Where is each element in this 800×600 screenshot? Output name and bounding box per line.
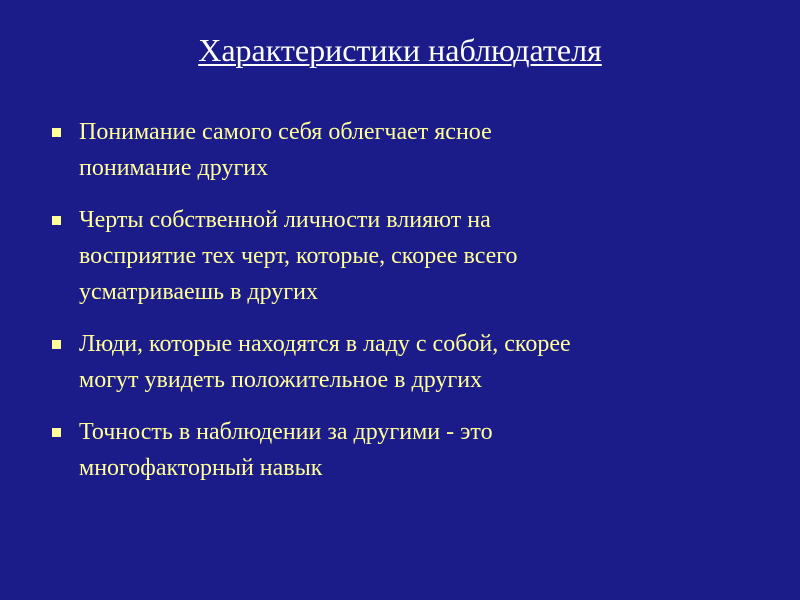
bullet-text: Люди, которые находятся в ладу с собой, скорее могут увидеть положительное в других	[79, 331, 571, 393]
square-bullet-icon	[52, 428, 61, 437]
bullet-text: Черты собственной личности влияют на восприятие тех черт, которые, скорее всего усматриваешь в других	[79, 207, 518, 305]
bullet-text: Понимание самого себя облегчает ясное понимание других	[79, 119, 492, 181]
bullet-item	[50, 114, 760, 186]
bullet-item	[50, 326, 760, 398]
bullet-list	[50, 114, 760, 486]
square-bullet-icon	[52, 340, 61, 349]
bullet-text: Точность в наблюдении за другими - это многофакторный навык	[79, 419, 493, 481]
bullet-item	[50, 414, 760, 486]
square-bullet-icon	[52, 216, 61, 225]
bullet-item	[50, 202, 760, 310]
square-bullet-icon	[52, 128, 61, 137]
slide-title: Характеристики наблюдателя	[198, 32, 602, 68]
